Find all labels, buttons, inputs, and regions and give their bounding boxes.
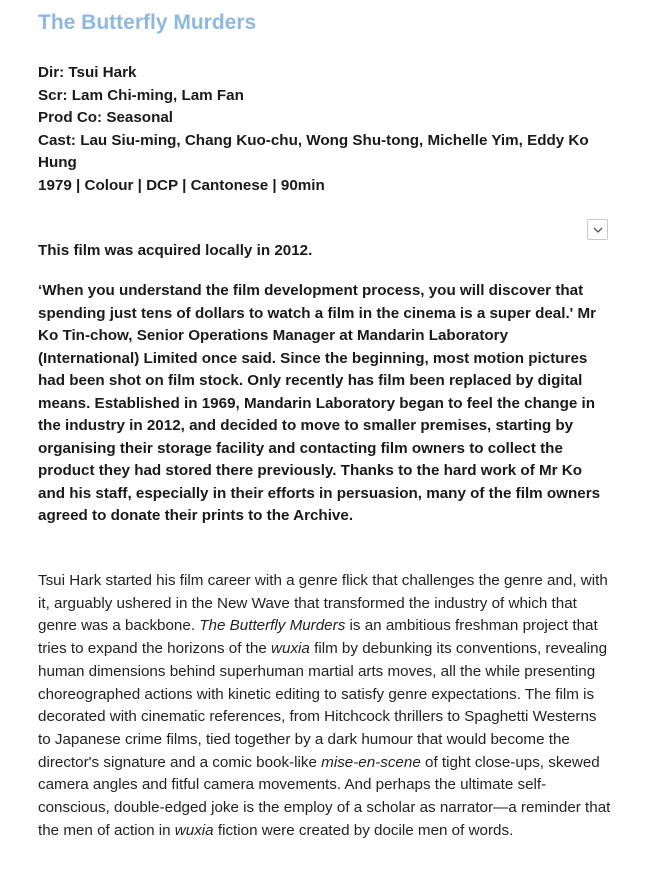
review-text: fiction were created by docile men of words. <box>213 821 514 839</box>
film-review <box>38 570 613 842</box>
review-italic-term: wuxia <box>271 640 310 658</box>
film-title: The Butterfly Murders <box>38 11 257 34</box>
review-text: film by debunking its conventions, revealing human dimensions behind superhuman martial arts moves, all the while presenting choreographed actions with kinetic editing to satisfy genre expectations. The film is decorated with cinematic references, from Hitchcock thrillers to Spaghetti Westerns to Japanese crime films, tied together by a dark humour that would become the director's signature and a comic book-like <box>38 640 608 771</box>
script-line: Scr: Lam Chi-ming, Lam Fan <box>38 86 244 104</box>
review-italic-term: wuxia <box>174 821 214 839</box>
chevron-down-icon <box>593 227 603 233</box>
review-italic-title: The Butterfly Murders <box>199 617 346 635</box>
acquisition-note: This film was acquired locally in 2012. <box>38 242 313 259</box>
credits-block <box>38 62 613 197</box>
production-company-line: Prod Co: Seasonal <box>38 109 174 126</box>
director-line: Dir: Tsui Hark <box>38 64 137 81</box>
acquisition-story: ‘When you understand the film development process, you will discover that spending just tens of dollars to watch a film in the cinema is a super deal.' Mr Ko Tin-chow, Senior Operations Manager at Mandarin Laboratory (International) Limited once said. Since the beginning, most motion pictures had been shot on film stock. Only recently has film been replaced by digital means. Established in 1969, Mandarin Laboratory began to feel the change in the industry in 2012, and decided to move to smaller premises, starting by organising their storage facility and contacting film owners to collect the product they had stored there previously. Thanks to the hard work of Mr Ko and his staff, especially in their efforts in persuasion, many of the film owners agreed to donate their prints to the Archive. <box>38 282 601 524</box>
review-text: Tsui Hark started his film career with a genre flick that challenges the genre and, with it, arguably ushered in the New Wave that transformed the industry of which that genre was a backbone. <box>38 572 608 635</box>
expand-toggle-button[interactable] <box>587 219 608 240</box>
review-text: of tight close-ups, skewed camera angles and fitful camera movements. And perhaps the ultimate self-conscious, double-edged joke is the employ of a scholar as narrator—a reminder that the men of action in <box>38 753 611 839</box>
review-italic-term: mise-en-scene <box>321 753 421 771</box>
cast-line: Cast: Lau Siu-ming, Chang Kuo-chu, Wong Shu-tong, Michelle Yim, Eddy Ko Hung <box>38 131 589 171</box>
specs-line: 1979 | Colour | DCP | Cantonese | 90min <box>38 176 325 194</box>
review-text: is an ambitious freshman project that tries to expand the horizons of the <box>38 617 598 658</box>
